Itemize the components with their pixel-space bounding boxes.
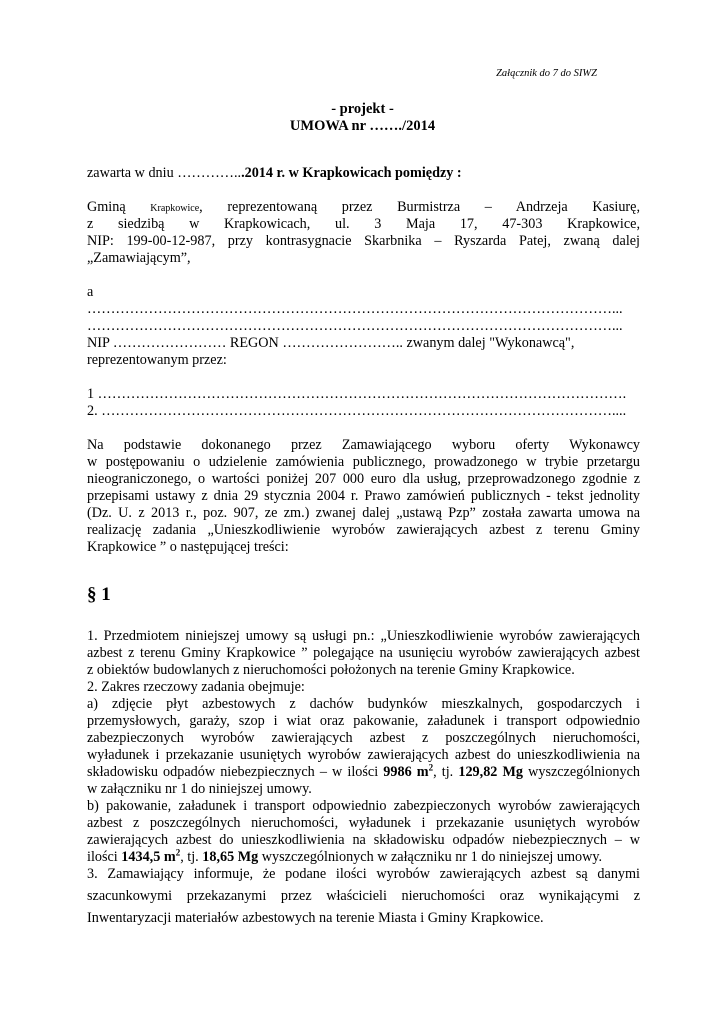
- basis-line6: realizację zadania „Unieszkodliwienie wyrobów zawierających azbest z terenu Gminy: [87, 522, 640, 538]
- representative-2: 2. ………………………………………………………………………………………………....: [87, 403, 627, 419]
- representative-1: 1 ………………………………………………………………………………………………….: [87, 386, 627, 402]
- p1-line2: azbest z terenu Gminy Krapkowice ” polegające na usunięciu wyrobów zawierających azbest: [87, 645, 640, 661]
- party2-dots2: …………………………………………………………………………………………………...: [87, 318, 623, 334]
- projekt-label: - projekt -: [331, 101, 394, 117]
- party1-line2: z siedzibą w Krapkowicach, ul. 3 Maja 17, 47-303 Krapkowice,: [87, 216, 640, 232]
- basis-line3: nieograniczonego, o wartości poniżej 207 000 euro dla usług, przeprowadzonego zgodnie z: [87, 471, 640, 487]
- party2-represented: reprezentowanym przez:: [87, 352, 227, 368]
- p1-line4: 2. Zakres rzeczowy zadania obejmuje:: [87, 679, 305, 695]
- attachment-note: Załącznik do 7 do SIWZ: [496, 68, 597, 79]
- section-heading: § 1: [87, 584, 111, 605]
- pa-line2: przemysłowych, garaży, szop i wiat oraz pakowanie, załadunek i transport odpowiednio: [87, 713, 640, 729]
- basis-line1: Na podstawie dokonanego przez Zamawiającego wyboru oferty Wykonawcy: [87, 437, 640, 453]
- p3-line1: 3. Zamawiający informuje, że podane ilości wyrobów zawierających azbest są danymi: [87, 866, 640, 882]
- pa-line6: w załączniku nr 1 do niniejszej umowy.: [87, 781, 312, 797]
- p3-line2: szacunkowymi przekazanymi przez właścicieli nieruchomości oraz wynikającymi z: [87, 888, 640, 904]
- party1-line3: NIP: 199-00-12-987, przy kontrasygnacie Skarbnika – Ryszarda Patej, zwaną dalej: [87, 233, 640, 249]
- pb-line2: azbest z poszczególnych nieruchomości, wyładunek i przekazanie usuniętych wyrobów: [87, 815, 640, 831]
- intro-line: zawarta w dniu …………...2014 r. w Krapkowicach pomiędzy :: [87, 165, 462, 181]
- pa-line1: a) zdjęcie płyt azbestowych z dachów budynków mieszkalnych, gospodarczych i: [87, 696, 640, 712]
- pb-line4: ilości 1434,5 $m^2$, tj. 18,65 Mg wyszczególnionych w załączniku nr 1 do niniejszej umowy.: [87, 847, 603, 865]
- pb-line3: zawierających azbest do unieszkodliwienia na składowisku odpadów niebezpiecznych – w: [87, 832, 640, 848]
- pa-line5: składowisku odpadów niebezpiecznych – w ilości 9986 $m^2$, tj. 129,82 Mg wyszczególnionych: [87, 762, 640, 780]
- party2-nip-regon: NIP …………………… REGON …………………….. zwanym dalej "Wykonawcą",: [87, 335, 575, 351]
- pa-line4: wyładunek i przekazanie usuniętych wyrobów zawierających azbest do unieszkodliwienia na: [87, 747, 640, 763]
- pa-line3: zabezpieczonych wyrobów zawierających azbest z poszczególnych nieruchomości,: [87, 730, 640, 746]
- basis-line7: Krapkowice ” o następującej treści:: [87, 539, 289, 555]
- p1-line1: 1. Przedmiotem niniejszej umowy są usługi pn.: „Unieszkodliwienie wyrobów zawierających: [87, 628, 640, 644]
- party1-line1: Gminą Krapkowice, reprezentowaną przez Burmistrza – Andrzeja Kasiurę,: [87, 199, 641, 215]
- party2-a: a: [87, 284, 94, 300]
- basis-line2: w postępowaniu o udzielenie zamówienia publicznego, prowadzonego w trybie przetargu: [87, 454, 640, 470]
- party2-dots1: …………………………………………………………………………………………………...: [87, 301, 623, 317]
- pb-line1: b) pakowanie, załadunek i transport odpowiednio zabezpieczonych wyrobów zawierających: [87, 798, 640, 814]
- p1-line3: z obiektów budowlanych z nieruchomości położonych na terenie Gminy Krapkowice.: [87, 662, 575, 678]
- party1-line4: „Zamawiającym”,: [87, 250, 191, 266]
- p3-line3: Inwentaryzacji materiałów azbestowych na terenie Miasta i Gminy Krapkowice.: [87, 910, 544, 926]
- basis-line4: przepisami ustawy z dnia 29 stycznia 2004 r. Prawo zamówień publicznych - tekst jednolity: [87, 488, 640, 504]
- contract-title: UMOWA nr ……./2014: [289, 118, 436, 134]
- basis-line5: (Dz. U. z 2013 r., poz. 907, ze zm.) zwanej dalej „ustawą Pzp” została zawarta umowa na: [87, 505, 640, 521]
